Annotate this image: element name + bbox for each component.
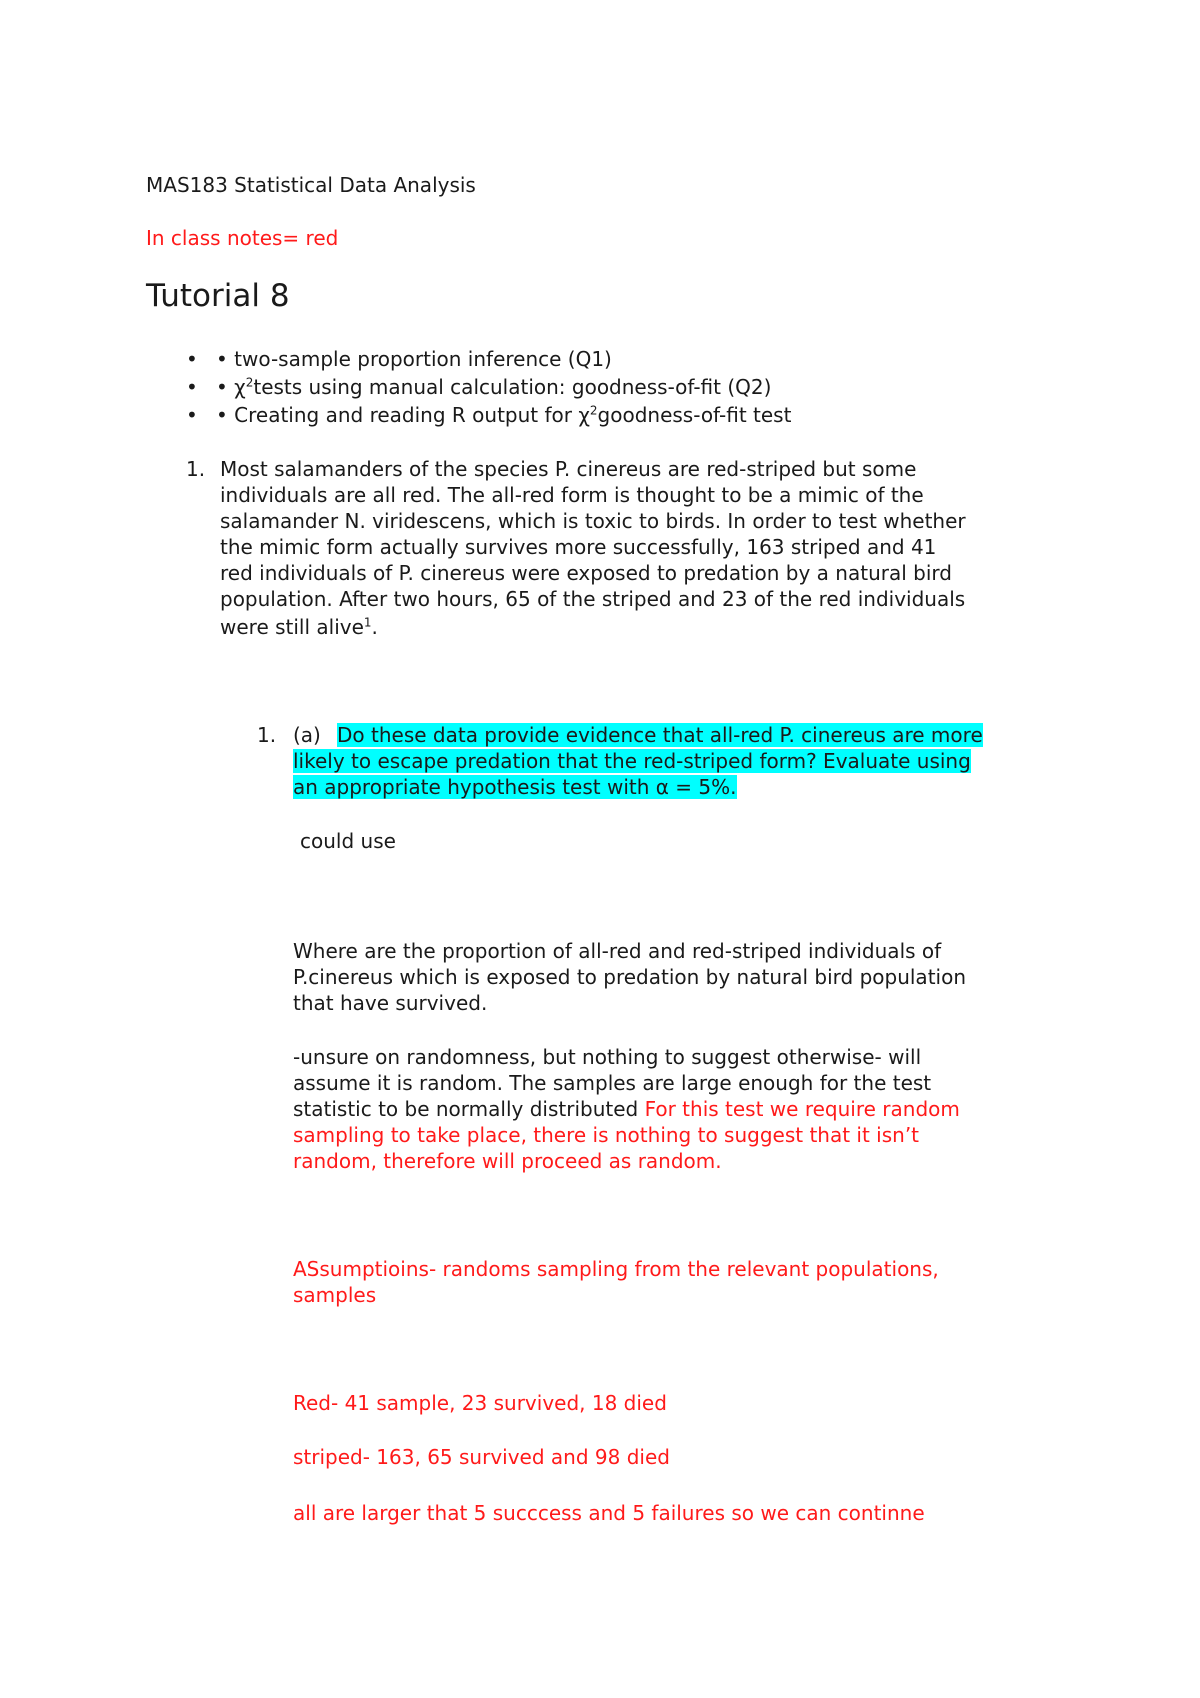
question-line: red individuals of P. cinereus were exposed to predation by a natural bird bbox=[220, 561, 952, 585]
list-bullet-icon: • bbox=[186, 347, 198, 371]
note-line: striped- 163, 65 survived and 98 died bbox=[293, 1445, 670, 1469]
answer-line: assume it is random. The samples are large enough for the test bbox=[293, 1071, 932, 1095]
question-line: the mimic form actually survives more successfully, 163 striped and 41 bbox=[220, 535, 937, 559]
topic-text-before: Creating and reading R output for bbox=[234, 403, 579, 427]
answer-line bbox=[293, 1096, 960, 1122]
question-number: 1. bbox=[186, 457, 206, 481]
chi-superscript: 2 bbox=[245, 375, 254, 390]
question-last-punct: . bbox=[371, 615, 378, 639]
question-line: salamander N. viridescens, which is toxic to birds. In order to test whether bbox=[220, 509, 966, 533]
part-question-line bbox=[337, 722, 983, 748]
topic-text: two-sample proportion inference (Q1) bbox=[234, 347, 612, 371]
highlighted-text: an appropriate hypothesis test with α = 5%. bbox=[293, 775, 737, 799]
topic-item-3 bbox=[216, 402, 791, 428]
note-line: random, therefore will proceed as random. bbox=[293, 1149, 722, 1173]
note-line: ASsumptioins- randoms sampling from the relevant populations, bbox=[293, 1257, 939, 1281]
topic-marker: • bbox=[216, 403, 228, 427]
answer-line: Where are the proportion of all-red and red-striped individuals of bbox=[293, 939, 942, 963]
chi-symbol: χ bbox=[234, 375, 246, 399]
topic-marker: • bbox=[216, 347, 228, 371]
list-bullet-icon: • bbox=[186, 375, 198, 399]
list-bullet-icon: • bbox=[186, 403, 198, 427]
footnote-marker: 1 bbox=[363, 615, 372, 630]
highlighted-text: likely to escape predation that the red-striped form? Evaluate using bbox=[293, 749, 971, 773]
answer-line: P.cinereus which is exposed to predation by natural bird population bbox=[293, 965, 966, 989]
part-question-line bbox=[293, 774, 737, 800]
note-text: For this test we require random bbox=[644, 1097, 960, 1121]
topic-item-1 bbox=[216, 346, 612, 372]
note-line: Red- 41 sample, 23 survived, 18 died bbox=[293, 1391, 667, 1415]
question-line: individuals are all red. The all-red form is thought to be a mimic of the bbox=[220, 483, 924, 507]
highlighted-text: Do these data provide evidence that all-red P. cinereus are more bbox=[337, 723, 983, 747]
page-title: Tutorial 8 bbox=[146, 278, 290, 314]
note-line: all are larger that 5 succcess and 5 failures so we can continne bbox=[293, 1501, 925, 1525]
notes-legend: In class notes= red bbox=[146, 226, 339, 250]
question-line bbox=[220, 614, 378, 640]
chi-symbol: χ bbox=[578, 403, 590, 427]
part-label: (a) bbox=[293, 723, 321, 747]
note-line: samples bbox=[293, 1283, 377, 1307]
part-question-line bbox=[293, 748, 971, 774]
topic-text: tests using manual calculation: goodness-of-fit (Q2) bbox=[253, 375, 772, 399]
topic-item-2 bbox=[216, 374, 771, 400]
could-use-text: could use bbox=[300, 829, 396, 853]
answer-text: statistic to be normally distributed bbox=[293, 1097, 645, 1121]
topic-marker: • bbox=[216, 375, 228, 399]
question-line: population. After two hours, 65 of the striped and 23 of the red individuals bbox=[220, 587, 966, 611]
chi-superscript: 2 bbox=[589, 403, 598, 418]
topic-text: goodness-of-fit test bbox=[597, 403, 792, 427]
note-line: sampling to take place, there is nothing to suggest that it isn’t bbox=[293, 1123, 920, 1147]
part-number: 1. bbox=[257, 723, 277, 747]
question-last-text: were still alive bbox=[220, 615, 364, 639]
answer-line: that have survived. bbox=[293, 991, 488, 1015]
answer-line: -unsure on randomness, but nothing to suggest otherwise- will bbox=[293, 1045, 922, 1069]
question-line: Most salamanders of the species P. cinereus are red-striped but some bbox=[220, 457, 917, 481]
course-title: MAS183 Statistical Data Analysis bbox=[146, 173, 476, 197]
